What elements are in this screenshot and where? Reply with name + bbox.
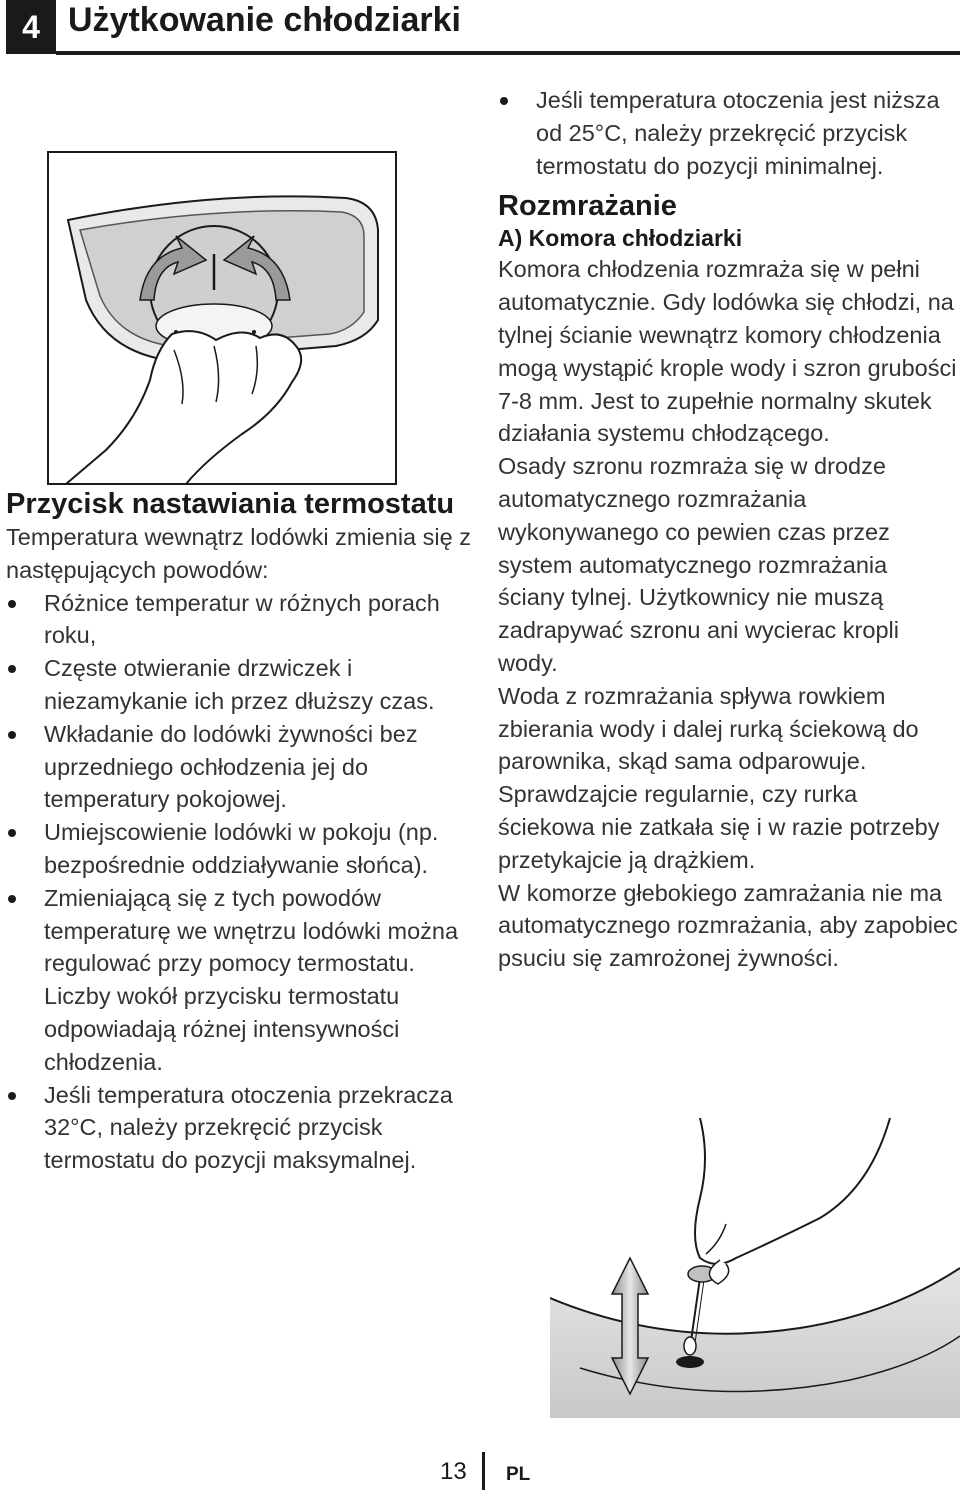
section-heading-defrost: Rozmrażanie bbox=[498, 190, 677, 223]
thermostat-illustration bbox=[46, 150, 398, 486]
temperature-list bbox=[498, 84, 958, 182]
left-column bbox=[6, 488, 476, 1177]
page-number: 13 bbox=[440, 1458, 467, 1485]
list-item: Częste otwieranie drzwiczek i niezamykanie ich przez dłuższy czas. bbox=[6, 652, 476, 718]
page-footer bbox=[0, 1450, 960, 1494]
defrost-paragraph: Osady szronu rozmraża się w drodze automatycznego rozmrażania wykonywanego co pewien czas przez system automatycznego rozmrażania ściany tylnej. Użytkownicy nie muszą zadrapywać szronu ani wycierac kropli wody. bbox=[498, 453, 899, 676]
defrost-paragraph: W komorze głebokiego zamrażania nie ma automatycznego rozmrażania, aby zapobiec psuciu się zamrożonej żywności. bbox=[498, 879, 958, 972]
list-item: Wkładanie do lodówki żywności bez uprzedniego ochłodzenia jej do temperatury pokojowej. bbox=[6, 718, 476, 816]
subsection-heading-fridge: A) Komora chłodziarki bbox=[498, 225, 743, 252]
section-heading-thermostat: Przycisk nastawiania termostatu bbox=[6, 488, 455, 520]
footer-divider bbox=[482, 1452, 485, 1490]
defrost-paragraph: Woda z rozmrażania spływa rowkiem zbierania wody i dalej rurką ściekową do parownika, skąd sama odparowuje. bbox=[498, 682, 919, 775]
causes-list bbox=[6, 587, 476, 1177]
list-item: Jeśli temperatura otoczenia przekracza 32°C, należy przekręcić przycisk termostatu do pozycji maksymalnej. bbox=[6, 1079, 476, 1177]
language-code: PL bbox=[506, 1464, 531, 1485]
header-rule bbox=[56, 51, 960, 55]
list-item: Zmieniającą się z tych powodów temperaturę we wnętrzu lodówki można regulować przy pomocy termostatu. Liczby wokół przycisku termostatu odpowiadają różnej intensywności chłodzenia. bbox=[6, 882, 476, 1079]
chapter-number: 4 bbox=[6, 0, 56, 54]
drain-cleaning-illustration bbox=[550, 1118, 960, 1418]
right-column bbox=[498, 84, 958, 975]
page-header bbox=[0, 0, 960, 56]
list-item: Różnice temperatur w różnych porach roku, bbox=[6, 587, 476, 653]
list-item: Jeśli temperatura otoczenia jest niższa od 25°C, należy przekręcić przycisk termostatu do pozycji minimalnej. bbox=[498, 84, 958, 182]
chapter-title: Użytkowanie chłodziarki bbox=[68, 1, 461, 39]
list-item: Umiejscowienie lodówki w pokoju (np. bezpośrednie oddziaływanie słońca). bbox=[6, 816, 476, 882]
defrost-paragraph: Komora chłodzenia rozmraża się w pełni automatycznie. Gdy lodówka się chłodzi, na tylnej ścianie wewnątrz komory chłodzenia mogą wystąpić krople wody i szron grubości 7-8 mm. Jest to zupełnie normalny skutek działania systemu chłodzącego. bbox=[498, 256, 957, 447]
defrost-paragraph: Sprawdzajcie regularnie, czy rurka ściekowa nie zatkała się i w razie potrzeby przetykajcie ją drążkiem. bbox=[498, 781, 940, 873]
intro-paragraph: Temperatura wewnątrz lodówki zmienia się z następujących powodów: bbox=[6, 524, 471, 583]
